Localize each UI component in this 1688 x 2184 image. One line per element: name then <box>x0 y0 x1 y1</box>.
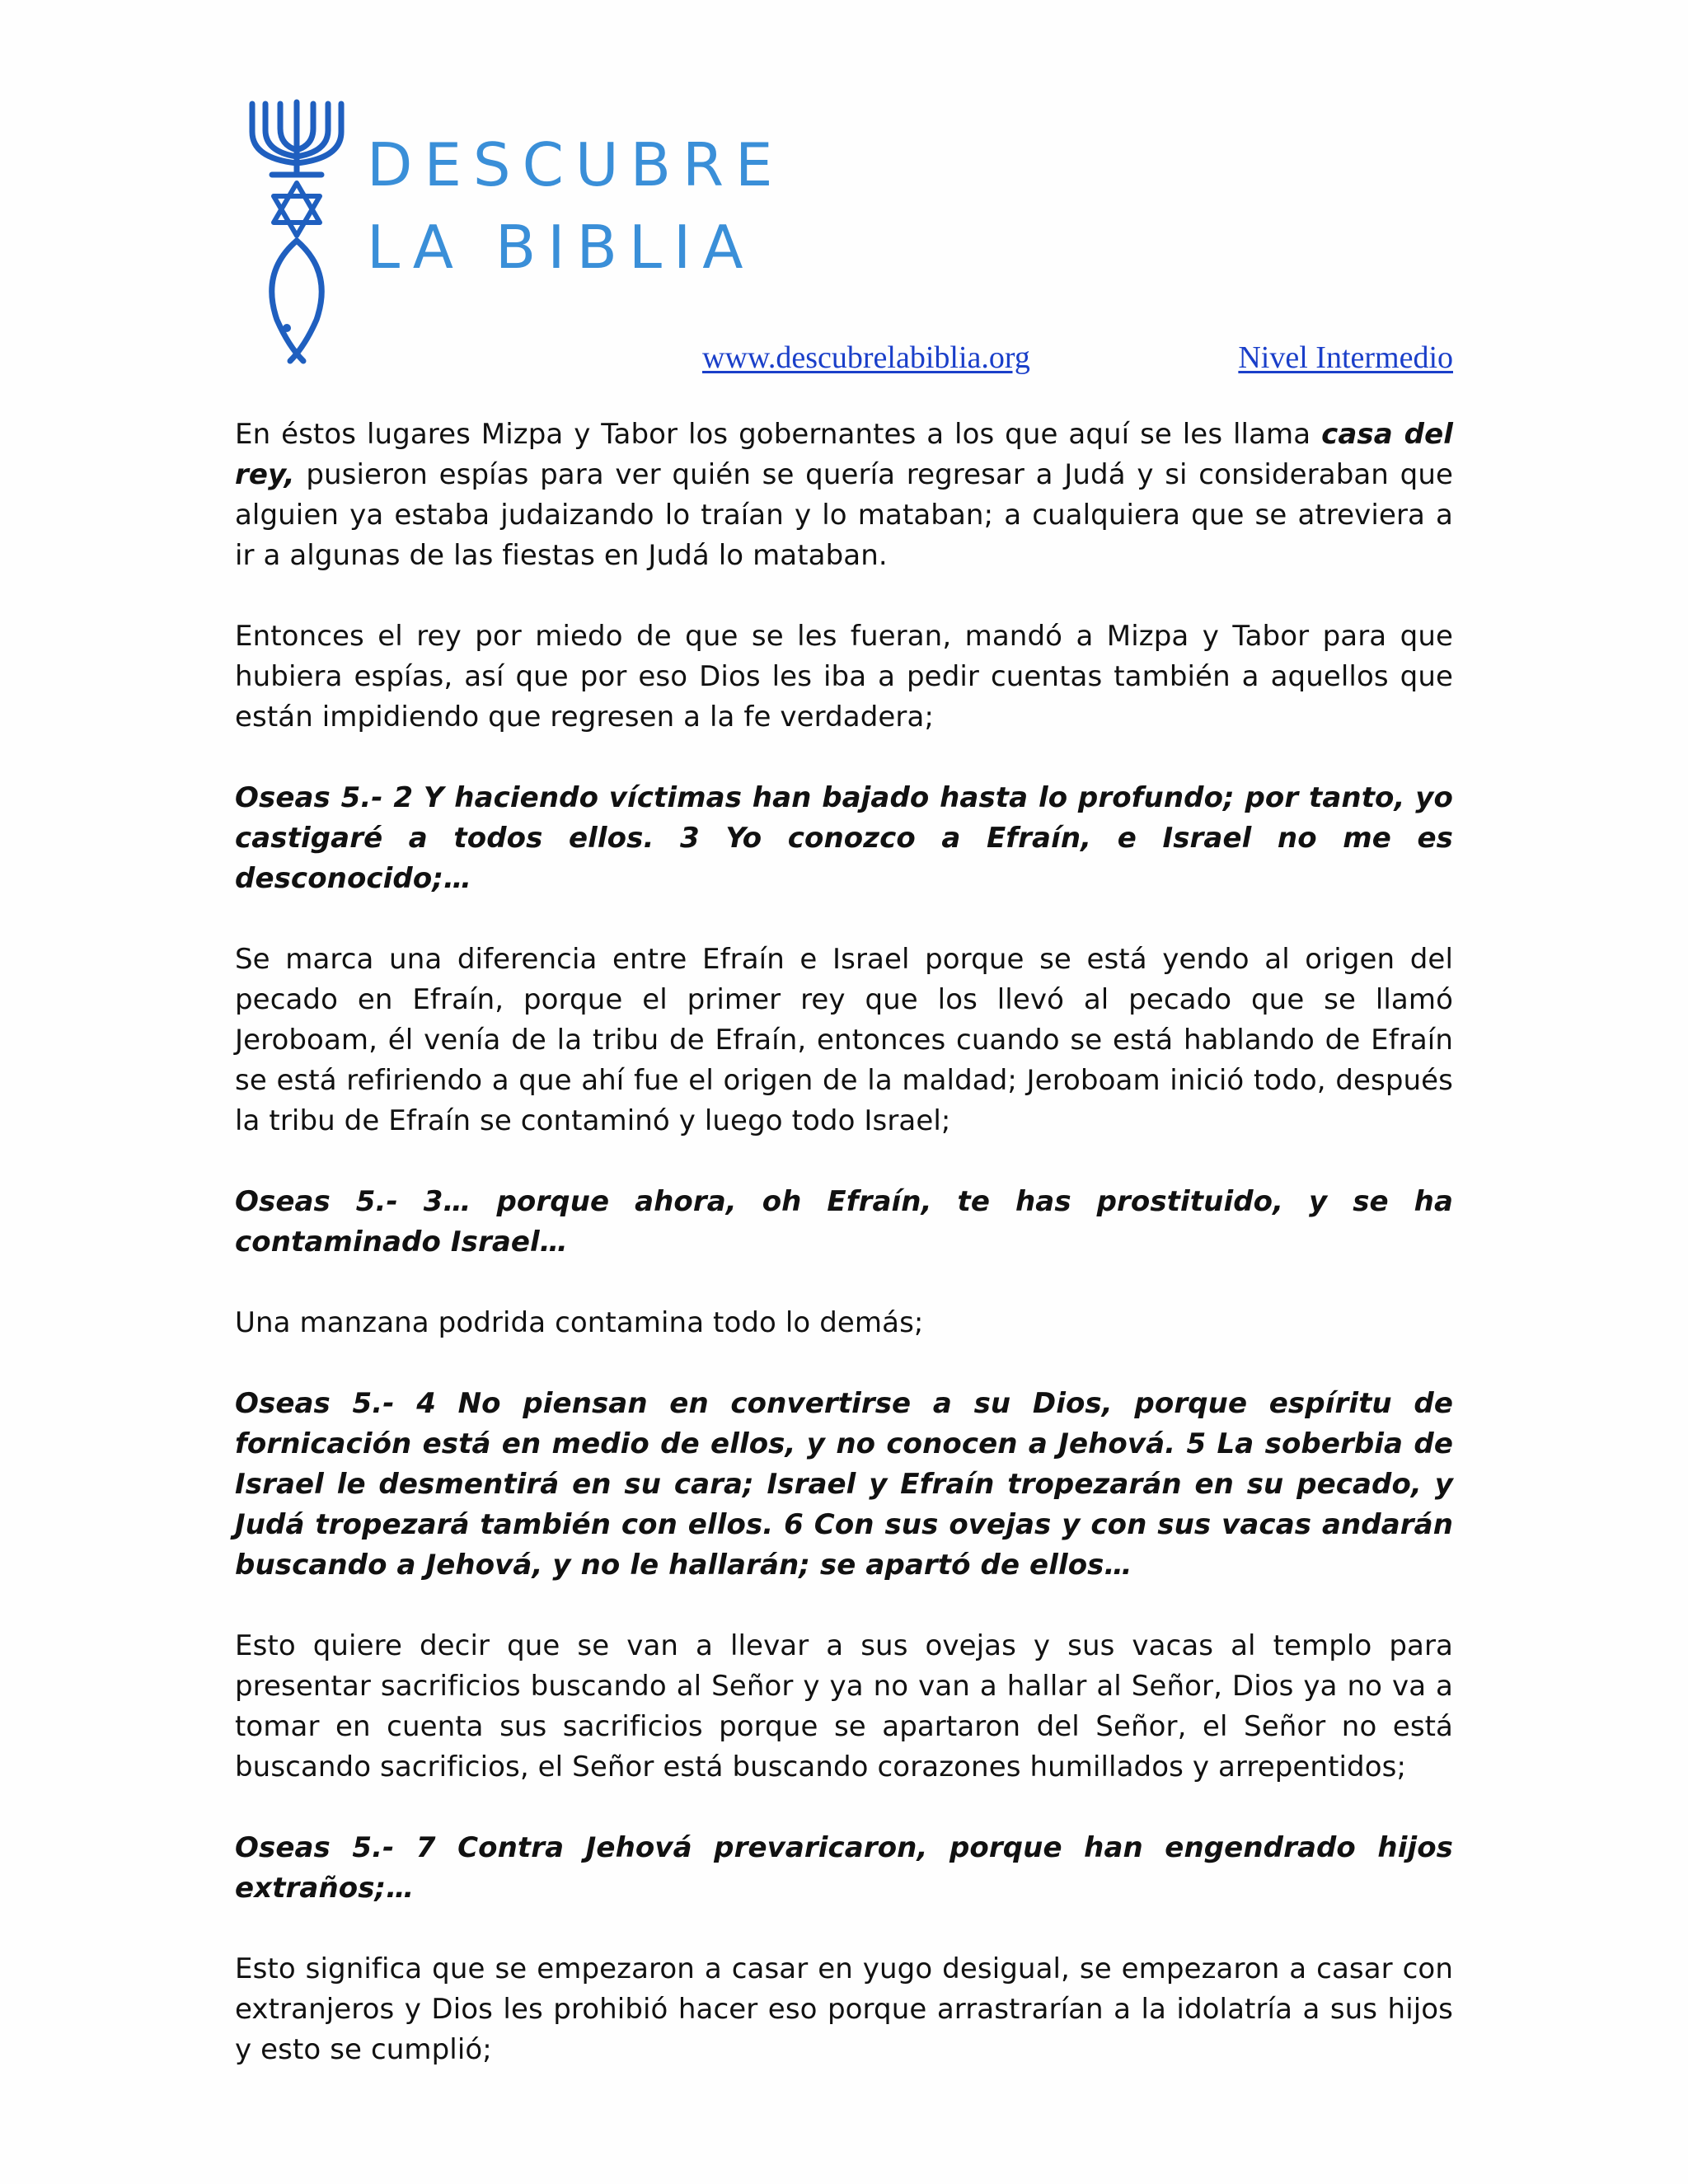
logo <box>247 99 785 371</box>
paragraph-3: Se marca una diferencia entre Efraín e Israel porque se está yendo al origen del pecado en Efraín, porque el primer rey que los llevó al pecado que se llamó Jeroboam, él venía de la tribu de Efraín, entonces cuando se está hablando de Efraín se está refiriendo a que ahí fue el origen de la maldad; Jeroboam inició todo, después la tribu de Efraín se contaminó y luego todo Israel; <box>235 943 1453 1137</box>
logo-wordmark <box>367 124 785 288</box>
paragraph-1-emphasis: casa del rey, <box>235 418 1453 491</box>
verse-quote-1: Oseas 5.- 2 Y haciendo víctimas han bajado hasta lo profundo; por tanto, yo castigaré a todos ellos. 3 Yo conozco a Efraín, e Israel no me es desconocido;… <box>235 781 1453 895</box>
paragraph-4: Una manzana podrida contamina todo lo demás; <box>235 1306 924 1339</box>
document-body <box>235 415 1453 2111</box>
paragraph-5: Esto quiere decir que se van a llevar a sus ovejas y sus vacas al templo para presentar sacrificios buscando al Señor y ya no van a hallar al Señor, Dios ya no va a tomar en cuenta sus sacrificios porque se apartaron del Señor, el Señor no está buscando sacrificios, el Señor está buscando corazones humillados y arrepentidos; <box>235 1629 1453 1783</box>
paragraph-1 <box>235 415 1453 576</box>
logo-line-2: LA BIBLIA <box>367 213 755 282</box>
paragraph-1-text: En éstos lugares Mizpa y Tabor los gobernantes a los que aquí se les llama <box>235 418 1322 451</box>
verse-quote-4: Oseas 5.- 7 Contra Jehová prevaricaron, porque han engendrado hijos extraños;… <box>235 1831 1453 1905</box>
paragraph-6: Esto significa que se empezaron a casar en yugo desigual, se empezaron a casar con extranjeros y Dios les prohibió hacer eso porque arrastrarían a la idolatría a sus hijos y esto se cumplió; <box>235 1952 1453 2066</box>
logo-line-1: DESCUBRE <box>367 130 785 199</box>
menorah-star-fish-emblem-icon <box>247 99 346 371</box>
website-link[interactable]: www.descubrelabiblia.org <box>702 340 1030 375</box>
verse-quote-2: Oseas 5.- 3… porque ahora, oh Efraín, te has prostituido, y se ha contaminado Israel… <box>235 1185 1453 1258</box>
verse-quote-3: Oseas 5.- 4 No piensan en convertirse a su Dios, porque espíritu de fornicación está en medio de ellos, y no conocen a Jehová. 5 La soberbia de Israel le desmentirá en su cara; Israel y Efraín tropezarán en su pecado, y Judá tropezará también con ellos. 6 Con sus ovejas y con sus vacas andarán buscando a Jehová, y no le hallarán; se apartó de ellos… <box>235 1387 1453 1582</box>
paragraph-1-rest: pusieron espías para ver quién se quería regresar a Judá y si consideraban que alguien ya estaba judaizando lo traían y lo mataban; a cualquiera que se atreviera a ir a algunas de las fiestas en Judá lo mataban. <box>235 458 1453 572</box>
level-link[interactable]: Nivel Intermedio <box>1238 340 1453 375</box>
paragraph-2: Entonces el rey por miedo de que se les fueran, mandó a Mizpa y Tabor para que hubiera espías, así que por eso Dios les iba a pedir cuentas también a aquellos que están impidiendo que regresen a la fe verdadera; <box>235 620 1453 733</box>
